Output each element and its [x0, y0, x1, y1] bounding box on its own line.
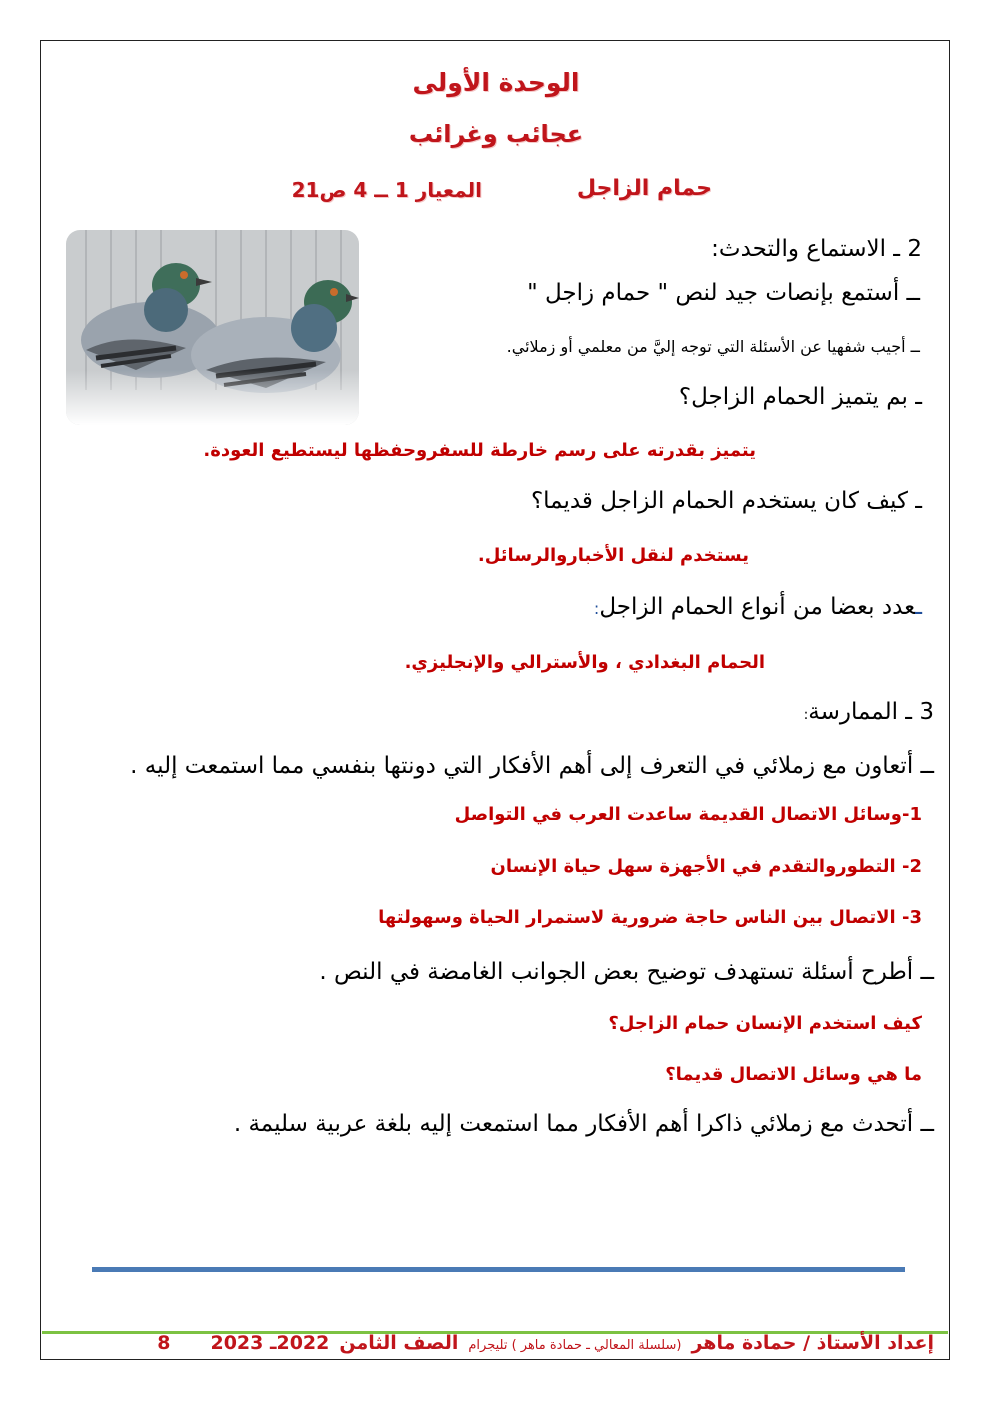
- question-2: ـ كيف كان يستخدم الحمام الزاجل قديما؟: [530, 488, 922, 514]
- answer-instruction: ــ أجيب شفهيا عن الأسئلة التي توجه إليَّ من معلمي أو زملائي.: [506, 337, 920, 356]
- section3-heading-colon: :: [803, 707, 809, 723]
- listen-instruction: ــ أستمع بإنصات جيد لنص " حمام زاجل ": [527, 280, 920, 306]
- idea-3: 3- الاتصال بين الناس حاجة ضرورية لاستمرار الحياة وسهولتها: [378, 907, 922, 928]
- footer: [157, 1332, 934, 1354]
- footer-year: 2022ـ 2023: [210, 1332, 330, 1354]
- question-3: [594, 594, 922, 620]
- section3-heading: [804, 699, 934, 725]
- question-3-colon: :: [593, 599, 600, 618]
- footer-author: إعداد الأستاذ / حمادة ماهر: [691, 1332, 934, 1354]
- task-3: ــ أتحدث مع زملائي ذاكرا أهم الأفكار مما استمعت إليه بلغة عربية سليمة .: [233, 1111, 934, 1137]
- question-example-1: كيف استخدم الإنسان حمام الزاجل؟: [608, 1013, 922, 1034]
- idea-2: 2- التطوروالتقدم في الأجهزة سهل حياة الإنسان: [490, 856, 922, 877]
- task-2: ــ أطرح أسئلة تستهدف توضيح بعض الجوانب الغامضة في النص .: [319, 959, 934, 985]
- section3-heading-text: 3 ـ الممارسة: [808, 699, 934, 725]
- idea-1: 1-وسائل الاتصال القديمة ساعدت العرب في التواصل: [454, 804, 922, 825]
- answer-3: الحمام البغدادي ، والأسترالي والإنجليزي.: [404, 652, 765, 673]
- answer-1: يتميز بقدرته على رسم خارطة للسفروحفظها ليستطيع العودة.: [203, 440, 756, 461]
- question-3-dash: ـ: [915, 594, 922, 620]
- question-1: ـ بم يتميز الحمام الزاجل؟: [678, 384, 922, 410]
- section2-heading: 2 ـ الاستماع والتحدث:: [711, 236, 922, 262]
- footer-grade: الصف الثامن: [339, 1332, 459, 1354]
- pigeons-photo: [66, 230, 359, 425]
- blue-divider: [92, 1267, 905, 1272]
- pigeons-icon: [66, 230, 359, 425]
- question-example-2: ما هي وسائل الاتصال قديما؟: [665, 1064, 922, 1085]
- footer-series: (سلسلة المعالي ـ حمادة ماهر ) تليجرام: [468, 1338, 682, 1353]
- lesson-title: حمام الزاجل: [576, 176, 712, 201]
- answer-2: يستخدم لنقل الأخباروالرسائل.: [477, 545, 749, 566]
- unit-subtitle: عجائب وغرائب: [408, 120, 584, 148]
- standard-label: المعيار 1 ــ 4 ص21: [291, 178, 482, 202]
- task-1: ــ أتعاون مع زملائي في التعرف إلى أهم الأفكار التي دونتها بنفسي مما استمعت إليه .: [130, 753, 934, 779]
- unit-title: الوحدة الأولى: [412, 68, 580, 97]
- footer-page-number: 8: [157, 1332, 171, 1354]
- question-3-text: عدد بعضا من أنواع الحمام الزاجل: [599, 594, 916, 620]
